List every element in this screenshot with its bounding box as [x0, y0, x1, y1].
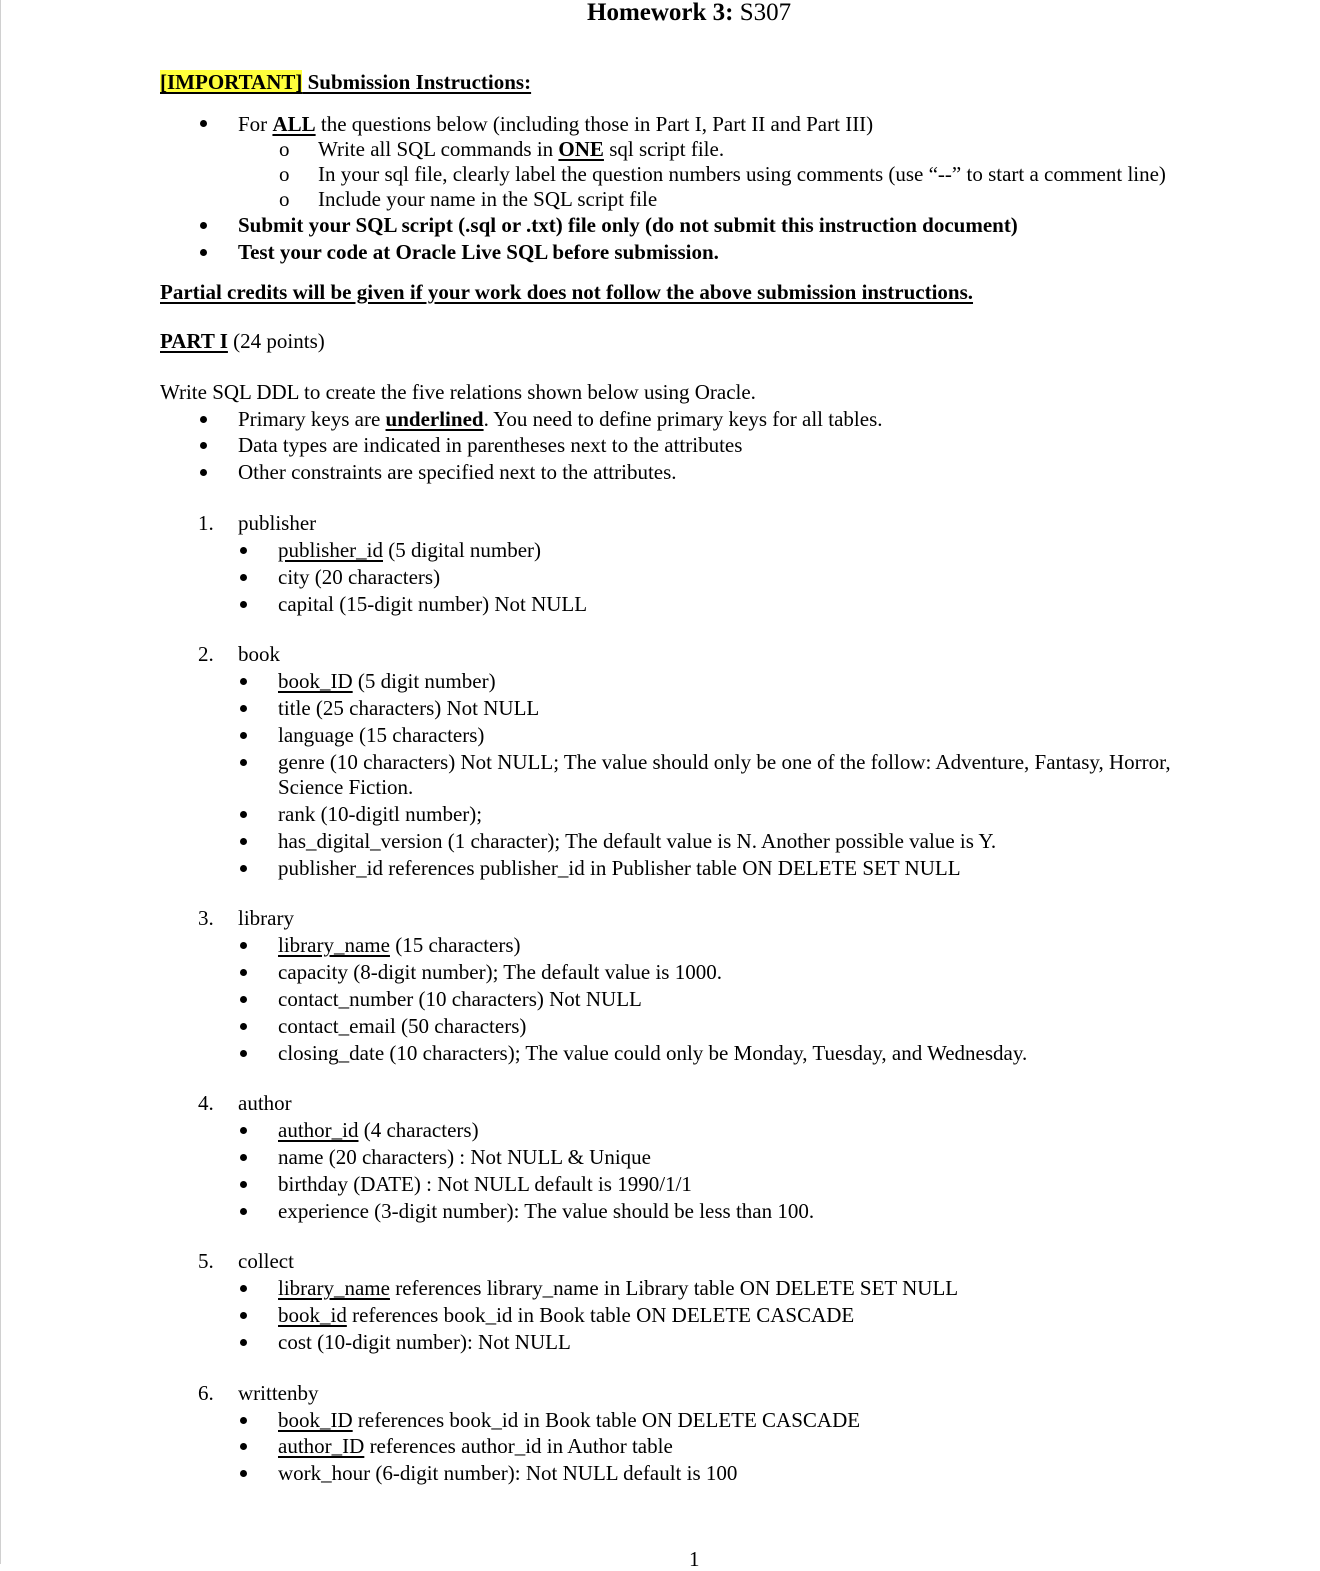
- page-number: 1: [689, 1547, 700, 1571]
- table-number: 6.: [198, 1381, 214, 1405]
- sub-bullet-marker: o: [279, 162, 290, 186]
- bullet-icon: [240, 601, 247, 608]
- instruction-label-questions: In your sql file, clearly label the question numbers using comments (use “--” to start a comment line): [318, 162, 1166, 186]
- attribute-cost: cost (10-digit number): Not NULL: [278, 1330, 571, 1354]
- rule-data-types: Data types are indicated in parentheses next to the attributes: [238, 433, 743, 457]
- rule-primary-keys: Primary keys are underlined. You need to define primary keys for all tables.: [238, 407, 883, 431]
- bullet-icon: [240, 1023, 247, 1030]
- instruction-one-file: Write all SQL commands in ONE sql script file.: [318, 137, 725, 161]
- attribute-has-digital-version: has_digital_version (1 character); The default value is N. Another possible value is Y.: [278, 829, 997, 853]
- attribute-language: language (15 characters): [278, 723, 485, 747]
- bullet-icon: [240, 1312, 247, 1319]
- instruction-include-name: Include your name in the SQL script file: [318, 187, 658, 211]
- bullet-icon: [240, 705, 247, 712]
- attribute-contact-email: contact_email (50 characters): [278, 1014, 527, 1038]
- bullet-icon: [240, 1443, 247, 1450]
- bullet-icon: [240, 759, 247, 766]
- important-tag: [IMPORTANT]: [160, 70, 303, 94]
- instructions-heading: [IMPORTANT] Submission Instructions:: [160, 70, 532, 94]
- table-number: 4.: [198, 1091, 214, 1115]
- bullet-icon: [240, 1339, 247, 1346]
- bullet-icon: [200, 469, 207, 476]
- table-name-writtenby: writtenby: [238, 1381, 319, 1405]
- bullet-icon: [240, 1470, 247, 1477]
- bullet-icon: [200, 249, 207, 256]
- table-number: 2.: [198, 642, 214, 666]
- table-name-collect: collect: [238, 1249, 294, 1273]
- instruction-test-code: Test your code at Oracle Live SQL before submission.: [238, 240, 719, 264]
- sub-bullet-marker: o: [279, 187, 290, 211]
- bullet-icon: [240, 1050, 247, 1057]
- part1-intro: Write SQL DDL to create the five relations shown below using Oracle.: [160, 380, 756, 404]
- instruction-all-questions: For ALL the questions below (including those in Part I, Part II and Part III): [238, 112, 874, 136]
- table-name-author: author: [238, 1091, 292, 1115]
- attribute-genre-continued: Science Fiction.: [278, 775, 414, 799]
- attribute-writtenby-author-id: author_ID references author_id in Author table: [278, 1434, 673, 1458]
- bullet-icon: [240, 811, 247, 818]
- partial-credit-note: Partial credits will be given if your work does not follow the above submission instructions.: [160, 280, 974, 304]
- table-name-book: book: [238, 642, 280, 666]
- attribute-publisher-id: publisher_id (5 digital number): [278, 538, 542, 562]
- sub-bullet-marker: o: [279, 137, 290, 161]
- bullet-icon: [200, 442, 207, 449]
- bullet-icon: [240, 1417, 247, 1424]
- bullet-icon: [240, 574, 247, 581]
- attribute-rank: rank (10-digitl number);: [278, 802, 483, 826]
- attribute-library-name: library_name (15 characters): [278, 933, 521, 957]
- bullet-icon: [240, 865, 247, 872]
- bullet-icon: [240, 969, 247, 976]
- attribute-birthday: birthday (DATE) : Not NULL default is 1990/1/1: [278, 1172, 692, 1196]
- attribute-writtenby-book-id: book_ID references book_id in Book table ON DELETE CASCADE: [278, 1408, 861, 1432]
- attribute-collect-library-name: library_name references library_name in Library table ON DELETE SET NULL: [278, 1276, 959, 1300]
- bullet-icon: [240, 838, 247, 845]
- attribute-book-id: book_ID (5 digit number): [278, 669, 496, 693]
- rule-constraints: Other constraints are specified next to the attributes.: [238, 460, 677, 484]
- bullet-icon: [240, 732, 247, 739]
- bullet-icon: [240, 547, 247, 554]
- table-name-library: library: [238, 906, 294, 930]
- bullet-icon: [200, 120, 207, 127]
- attribute-contact-number: contact_number (10 characters) Not NULL: [278, 987, 642, 1011]
- bullet-icon: [240, 996, 247, 1003]
- attribute-collect-book-id: book_id references book_id in Book table ON DELETE CASCADE: [278, 1303, 855, 1327]
- part1-heading: PART I (24 points): [160, 329, 325, 353]
- bullet-icon: [240, 1181, 247, 1188]
- table-number: 3.: [198, 906, 214, 930]
- instruction-submit-script: Submit your SQL script (.sql or .txt) file only (do not submit this instruction document): [238, 213, 1018, 237]
- bullet-icon: [200, 222, 207, 229]
- attribute-capital: capital (15-digit number) Not NULL: [278, 592, 588, 616]
- attribute-book-publisher-id: publisher_id references publisher_id in Publisher table ON DELETE SET NULL: [278, 856, 961, 880]
- page-title: Homework 3: S307: [587, 0, 792, 26]
- bullet-icon: [240, 1285, 247, 1292]
- bullet-icon: [240, 1154, 247, 1161]
- bullet-icon: [240, 1127, 247, 1134]
- table-number: 5.: [198, 1249, 214, 1273]
- attribute-work-hour: work_hour (6-digit number): Not NULL default is 100: [278, 1461, 738, 1485]
- attribute-title: title (25 characters) Not NULL: [278, 696, 540, 720]
- page-left-edge: [0, 0, 1, 1564]
- bullet-icon: [240, 678, 247, 685]
- attribute-experience: experience (3-digit number): The value should be less than 100.: [278, 1199, 815, 1223]
- attribute-closing-date: closing_date (10 characters); The value could only be Monday, Tuesday, and Wednesday.: [278, 1041, 1028, 1065]
- table-name-publisher: publisher: [238, 511, 317, 535]
- attribute-genre: genre (10 characters) Not NULL; The value should only be one of the follow: Adventure, Fantasy, Horror,: [278, 750, 1171, 774]
- bullet-icon: [240, 1208, 247, 1215]
- bullet-icon: [240, 942, 247, 949]
- table-number: 1.: [198, 511, 214, 535]
- attribute-author-id: author_id (4 characters): [278, 1118, 479, 1142]
- attribute-city: city (20 characters): [278, 565, 441, 589]
- attribute-capacity: capacity (8-digit number); The default value is 1000.: [278, 960, 722, 984]
- attribute-name: name (20 characters) : Not NULL & Unique: [278, 1145, 652, 1169]
- bullet-icon: [200, 416, 207, 423]
